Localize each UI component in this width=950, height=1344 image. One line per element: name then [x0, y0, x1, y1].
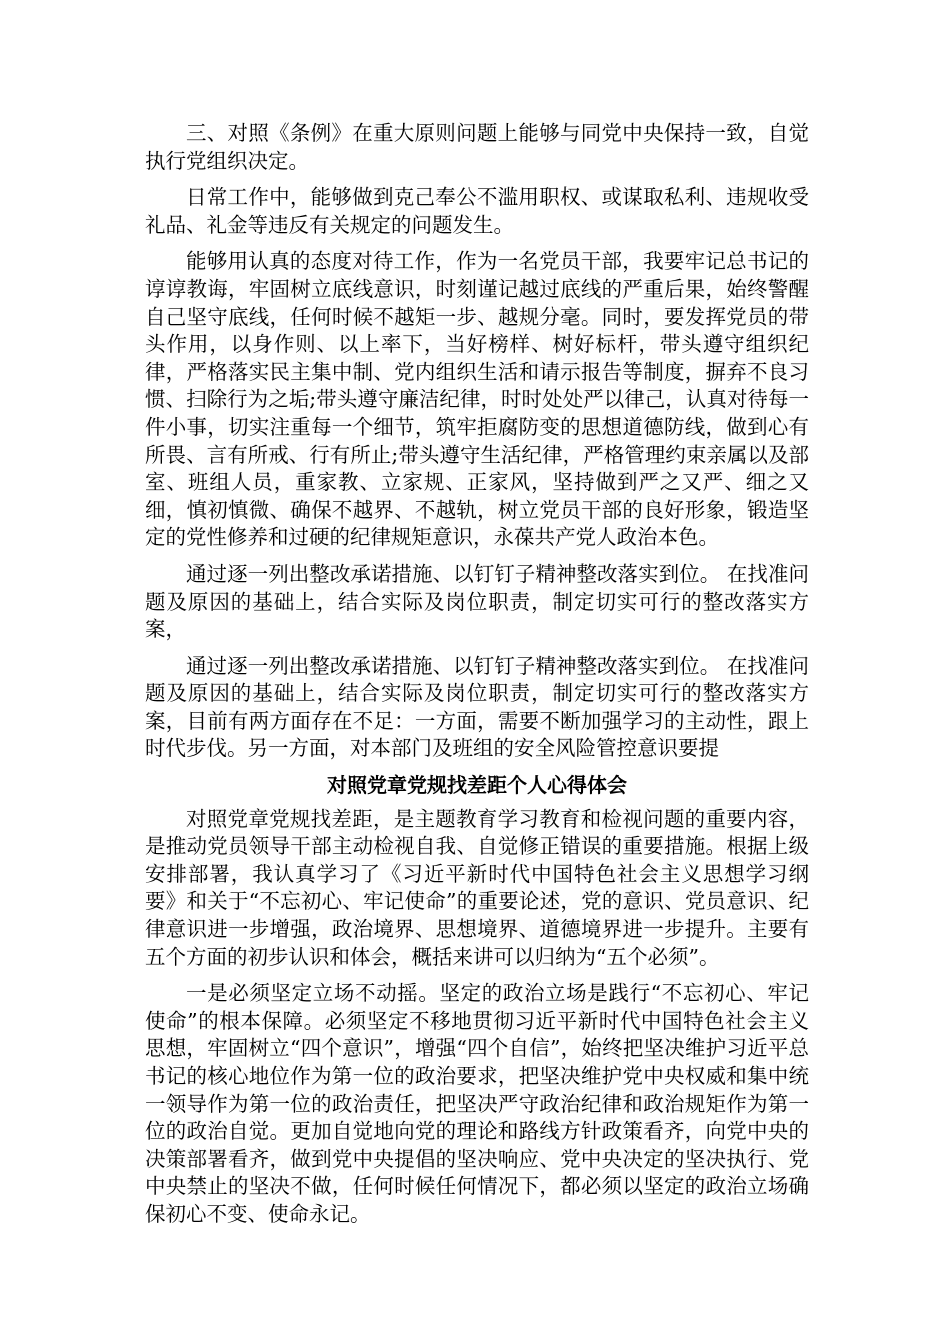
paragraph-attitude: 能够用认真的态度对待工作，作为一名党员干部，我要牢记总书记的谆谆教诲，牢固树立底线意识，时刻谨记越过底线的严重后果，始终警醒自己坚守底线，任何时候不越矩一步、越规分毫。同时，要发挥党员的带头作用，以身作则、以上率下，当好榜样、树好标杆，带头遵守组织纪律，严格落实民主集中制、党内组织生活和请示报告等制度，摒弃不良习惯、扫除行为之垢;带头遵守廉洁纪律，时时处处严以律己，认真对待每一件小事，切实注重每一个细节，筑牢拒腐防变的思想道德防线，做到心有所畏、言有所戒、行有所止;带头遵守生活纪律，严格管理约束亲属以及部室、班组人员，重家教、立家规、正家风，坚持做到严之又严、细之又细，慎初慎微、确保不越界、不越轨，树立党员干部的良好形象，锻造坚定的党性修养和过硬的纪律规矩意识，永葆共产党人政治本色。 — [145, 249, 809, 550]
paragraph-rectification-long: 通过逐一列出整改承诺措施、以钉钉子精神整改落实到位。 在找准问题及原因的基础上，结合实际及岗位职责，制定切实可行的整改落实方案，目前有两方面存在不足：一方面，需要不断加强学习的主动性，跟上时代步伐。另一方面，对本部门及班组的安全风险管控意识要提 — [145, 653, 809, 761]
paragraph-daily-work: 日常工作中，能够做到克己奉公不滥用职权、或谋取私利、违规收受礼品、礼金等违反有关规定的问题发生。 — [145, 185, 809, 237]
paragraph-first-must: 一是必须坚定立场不动摇。坚定的政治立场是践行“不忘初心、牢记使命”的根本保障。必须坚定不移地贯彻习近平新时代中国特色社会主义思想，牢固树立“四个意识”，增强“四个自信”，始终把坚决维护习近平总书记的核心地位作为第一位的政治要求，把坚决维护党中央权威和集中统一领导作为第一位的政治责任，把坚决严守政治纪律和政治规矩作为第一位的政治自觉。更加自觉地向党的理论和路线方针政策看齐，向党中央的决策部署看齐，做到党中央提倡的坚决响应、党中央决定的坚决执行、党中央禁止的坚决不做，任何时候任何情况下，都必须以坚定的政治立场确保初心不变、使命永记。 — [145, 981, 809, 1226]
paragraph-introduction: 对照党章党规找差距，是主题教育学习教育和检视问题的重要内容，是推动党员领导干部主动检视自我、自觉修正错误的重要措施。根据上级安排部署，我认真学习了《习近平新时代中国特色社会主义思想学习纲要》和关于“不忘初心、牢记使命”的重要论述，党的意识、党员意识、纪律意识进一步增强，政治境界、思想境界、道德境界进一步提升。主要有五个方面的初步认识和体会，概括来讲可以归纳为“五个必须”。 — [145, 806, 809, 969]
section-heading: 对照党章党规找差距个人心得体会 — [327, 773, 627, 798]
paragraph-article-three: 三、对照《条例》在重大原则问题上能够与同党中央保持一致，自觉执行党组织决定。 — [145, 121, 809, 173]
paragraph-rectification-short: 通过逐一列出整改承诺措施、以钉钉子精神整改落实到位。 在找准问题及原因的基础上，结合实际及岗位职责，制定切实可行的整改落实方案， — [145, 561, 809, 642]
document-page — [145, 120, 809, 1238]
